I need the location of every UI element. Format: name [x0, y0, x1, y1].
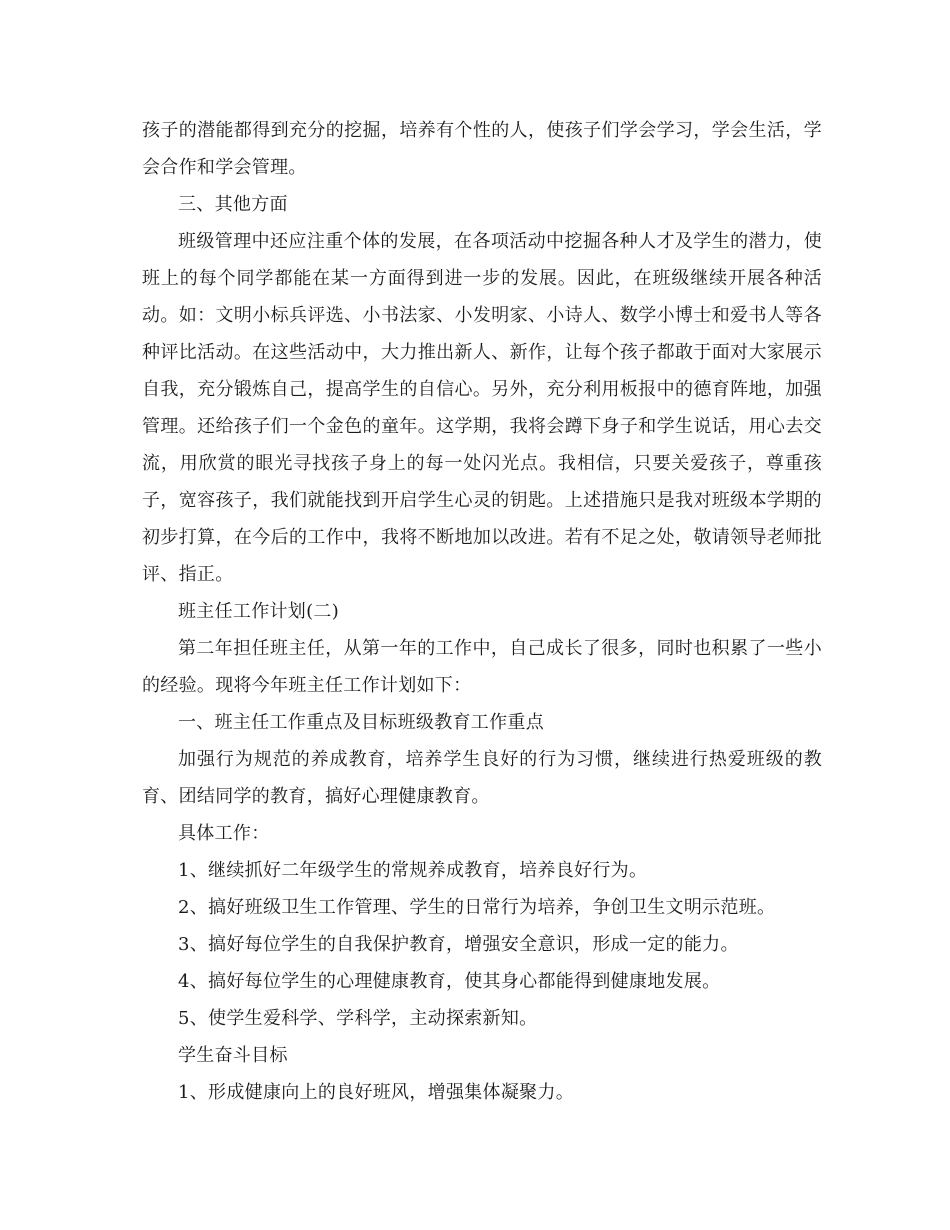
paragraph: 第二年担任班主任，从第一年的工作中，自己成长了很多，同时也积累了一些小的经验。现将今年班主任工作计划如下： [142, 638, 822, 696]
list-item: 1、继续抓好二年级学生的常规养成教育，培养良好行为。 [178, 860, 648, 881]
list-item: 5、使学生爱科学、学科学，主动探索新知。 [178, 1008, 538, 1029]
section-heading: 三、其他方面 [178, 194, 288, 215]
list-item: 1、形成健康向上的良好班风，增强集体凝聚力。 [178, 1082, 575, 1103]
section-heading: 学生奋斗目标 [178, 1045, 288, 1066]
list-item: 3、搞好每位学生的自我保护教育，增强安全意识，形成一定的能力。 [178, 934, 739, 955]
paragraph: 班级管理中还应注重个体的发展，在各项活动中挖掘各种人才及学生的潜力，使班上的每个同学都能在某一方面得到进一步的发展。因此，在班级继续开展各种活动。如：文明小标兵评选、小书法家、小发明家、小诗人、数学小博士和爱书人等各种评比活动。在这些活动中，大力推出新人、新作，让每个孩子都敢于面对大家展示自我，充分锻炼自己，提高学生的自信心。另外，充分利用板报中的德育阵地，加强管理。还给孩子们一个金色的童年。这学期，我将会蹲下身子和学生说话，用心去交流，用欣赏的眼光寻找孩子身上的每一处闪光点。我相信，只要关爱孩子，尊重孩子，宽容孩子，我们就能找到开启学生心灵的钥匙。上述措施只是我对班级本学期的初步打算，在今后的工作中，我将不断地加以改进。若有不足之处，敬请领导老师批评、指正。 [142, 231, 822, 585]
section-heading: 班主任工作计划(二) [178, 601, 340, 622]
document-body [142, 112, 822, 1111]
section-heading: 一、班主任工作重点及目标班级教育工作重点 [178, 712, 544, 733]
list-item: 2、搞好班级卫生工作管理、学生的日常行为培养，争创卫生文明示范班。 [178, 897, 776, 918]
list-item: 4、搞好每位学生的心理健康教育，使其身心都能得到健康地发展。 [178, 971, 721, 992]
section-heading: 具体工作： [178, 823, 270, 844]
paragraph: 加强行为规范的养成教育，培养学生良好的行为习惯，继续进行热爱班级的教育、团结同学的教育，搞好心理健康教育。 [142, 749, 822, 807]
paragraph: 孩子的潜能都得到充分的挖掘，培养有个性的人，使孩子们学会学习，学会生活，学会合作和学会管理。 [142, 120, 822, 178]
